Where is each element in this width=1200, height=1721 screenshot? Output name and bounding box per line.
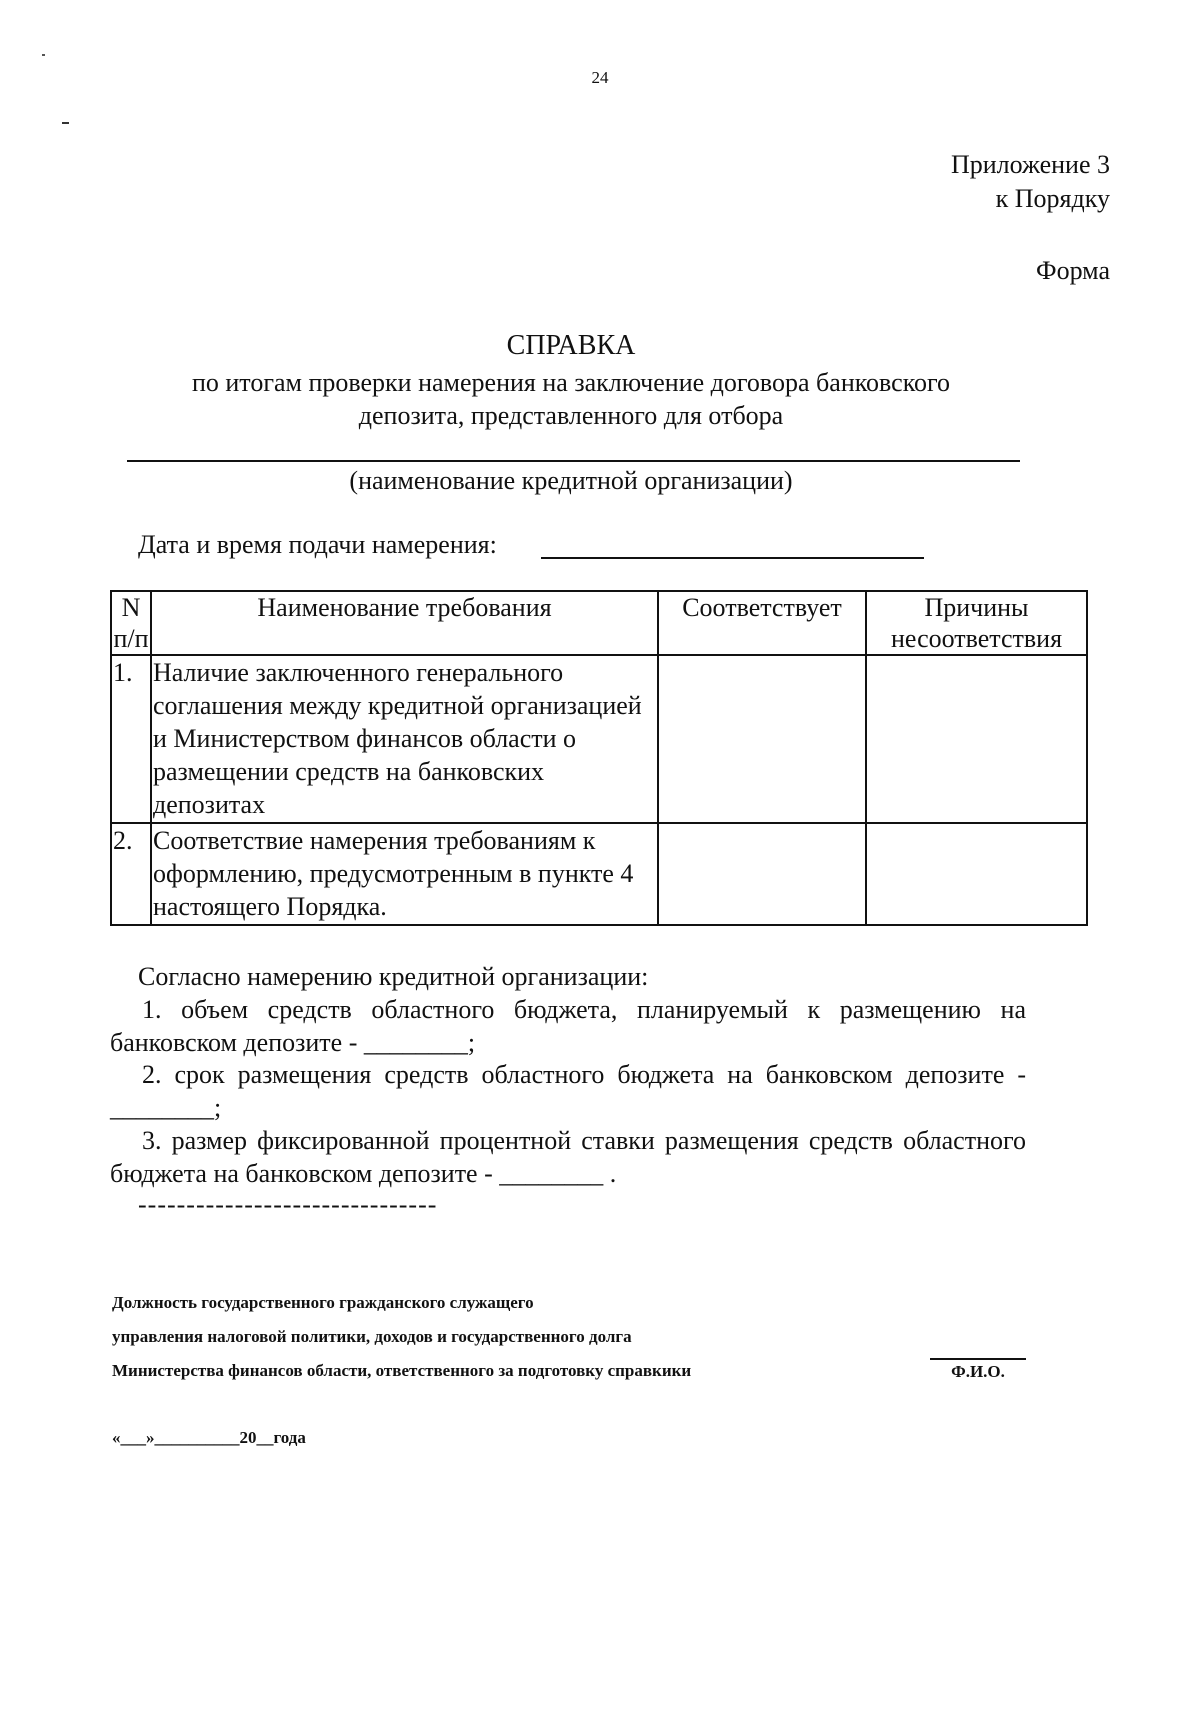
document-subtitle [0,366,1142,432]
header-requirement: Наименование требования [151,591,658,655]
organization-name-field[interactable] [127,460,1020,462]
item-deposit-term: 2. срок размещения средств областного бюджета на банковском депозите - ________; [110,1060,1026,1122]
row-reason-cell[interactable] [866,823,1087,925]
intro-note: Согласно намерению кредитной организации: [138,962,649,991]
appendix-reference [951,148,1110,216]
row-complies-cell[interactable] [658,823,866,925]
row-requirement: Наличие заключенного генерального соглашения между кредитной организацией и Министерством финансов области о размещении средств на банковских депозитах [151,655,658,823]
scan-mark [62,122,69,124]
subtitle-line-2: депозита, представленного для отбора [358,401,784,430]
signatory-line-3: Министерства финансов области, ответственного за подготовку справкики [112,1361,692,1380]
header-number-line-2: п/п [113,624,149,653]
signing-date: «___»__________20__года [112,1428,306,1447]
organization-caption: (наименование кредитной организации) [349,466,793,495]
submission-date-label: Дата и время подачи намерения: [138,530,497,559]
subtitle-line-1: по итогам проверки намерения на заключение договора банковского [191,368,951,397]
document-title: СПРАВКА [506,330,636,361]
header-complies: Соответствует [658,591,866,655]
item-deposit-amount: 1. объем средств областного бюджета, планируемый к размещению на банковском депозите - ________; [110,995,1026,1057]
full-name-caption: Ф.И.О. [951,1362,1005,1381]
signatory-line-2: управления налоговой политики, доходов и государственного долга [112,1327,632,1346]
table-row [111,655,1087,823]
row-reason-cell[interactable] [866,655,1087,823]
requirements-table [110,590,1088,926]
form-label: Форма [1036,256,1110,285]
row-complies-cell[interactable] [658,655,866,823]
page-number: 24 [591,68,609,87]
row-number: 2. [111,823,151,925]
table-header-row [111,591,1087,655]
signatory-line-1: Должность государственного гражданского служащего [112,1293,534,1312]
submission-date-field[interactable] [541,557,924,559]
header-reasons-line-2: несоответствия [890,624,1063,653]
header-reasons [866,591,1087,655]
header-number [111,591,151,655]
row-requirement: Соответствие намерения требованиям к оформлению, предусмотренным в пункте 4 настоящего Порядка. [151,823,658,925]
signature-field[interactable] [930,1358,1026,1360]
header-number-line-1: N [121,593,141,622]
row-number: 1. [111,655,151,823]
signatory-position [112,1286,691,1388]
item-interest-rate: 3. размер фиксированной процентной ставки размещения средств областного бюджета на банковском депозите - ________ . [110,1126,1026,1188]
header-reasons-line-1: Причины [924,593,1029,622]
appendix-line-2: к Порядку [995,184,1110,213]
separator-dashes: ------------------------------- [138,1190,438,1219]
scan-mark [42,54,45,56]
table-row [111,823,1087,925]
appendix-line-1: Приложение 3 [950,150,1110,179]
